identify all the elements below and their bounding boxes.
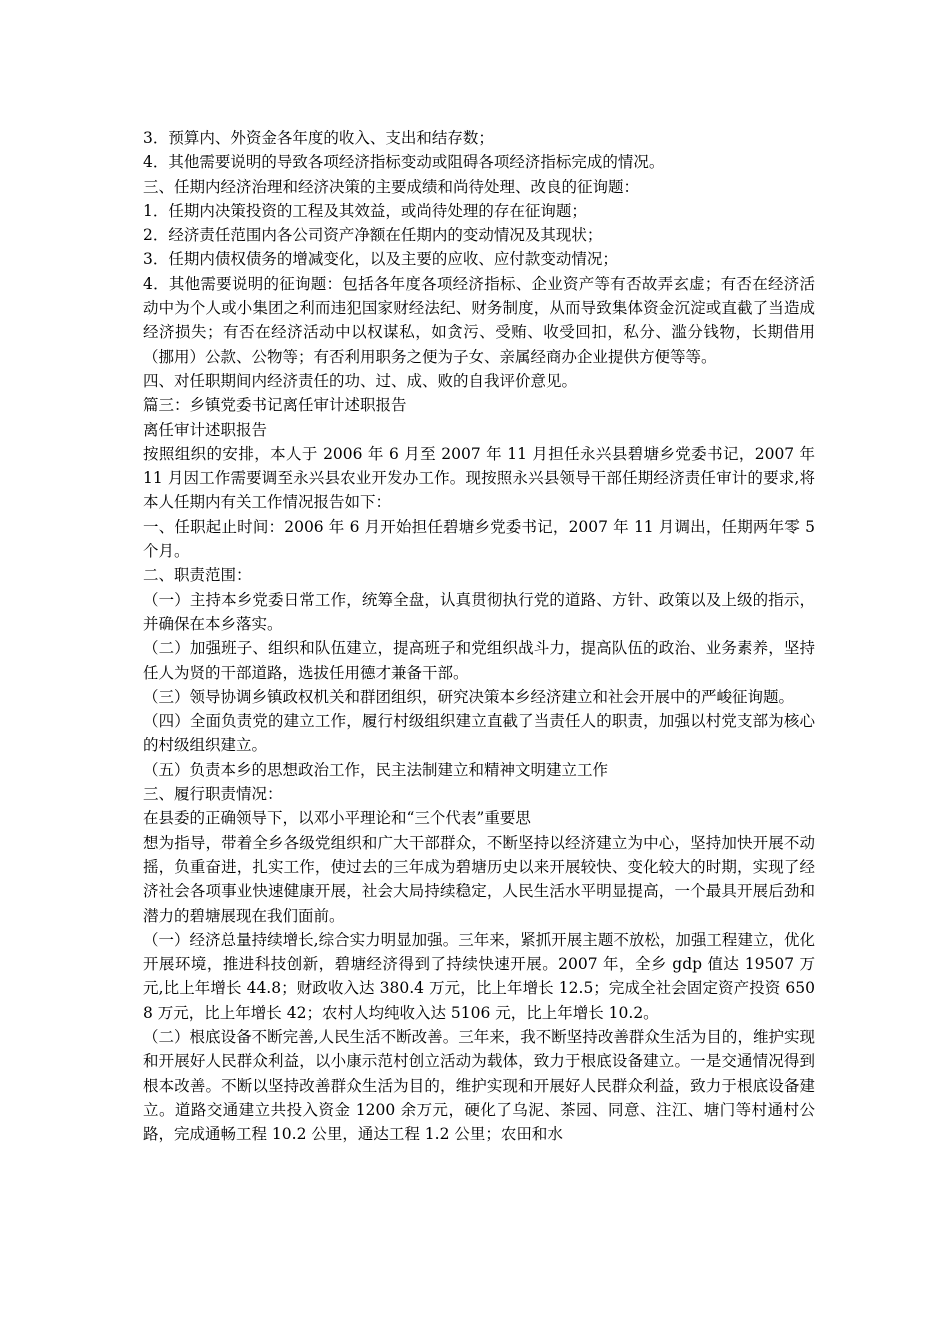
report-title: 离任审计述职报告 — [143, 420, 268, 439]
paragraph: （三）领导协调乡镇政权机关和群团组织，研究决策本乡经济建立和社会开展中的严峻征询题。 — [143, 687, 795, 706]
paragraph: 二、职责范围： — [143, 566, 252, 585]
paragraph: 三、任期内经济治理和经济决策的主要成绩和尚待处理、改良的征询题： — [143, 177, 640, 196]
paragraph: 1．任期内决策投资的工程及其效益，或尚待处理的存在征询题； — [143, 201, 587, 220]
paragraph: 按照组织的安排，本人于 2006 年 6 月至 2007 年 11 月担任永兴县碧塘乡党委书记，2007 年 11 月因工作需要调至永兴县农业开发办工作。现按照永兴县领导干部任期经济责任审计的要求,将本人任期内有关工作情况报告如下： — [143, 444, 815, 512]
paragraph: 2．经济责任范围内各公司资产净额在任期内的变动情况及其现状； — [143, 226, 603, 245]
paragraph: （五）负责本乡的思想政治工作，民主法制建立和精神文明建立工作 — [143, 760, 609, 779]
paragraph: 3．预算内、外资金各年度的收入、支出和结存数； — [143, 129, 494, 147]
paragraph: （四）全面负责党的建立工作，履行村级组织建立直截了当责任人的职责，加强以村党支部为核心的村级组织建立。 — [143, 712, 815, 755]
paragraph: （二）加强班子、组织和队伍建立，提高班子和党组织战斗力，提高队伍的政治、业务素养，坚持任人为贤的干部道路，选拔任用德才兼备干部。 — [143, 639, 815, 682]
paragraph: 一、任职起止时间：2006 年 6 月开始担任碧塘乡党委书记，2007 年 11 月调出，任期两年零 5 个月。 — [143, 517, 815, 561]
document-body — [143, 126, 815, 1146]
paragraph: 4．其他需要说明的导致各项经济指标变动或阻碍各项经济指标完成的情况。 — [143, 153, 665, 172]
paragraph: 3．任期内债权债务的增减变化，以及主要的应收、应付款变动情况； — [143, 250, 618, 269]
paragraph: 4．其他需要说明的征询题：包括各年度各项经济指标、企业资产等有否故弄玄虚；有否在经济活动中为个人或小集团之利而违犯国家财经法纪、财务制度，从而导致集体资金沉淀或直截了当造成经济损失；有否在经济活动中以权谋私，如贪污、受贿、收受回扣，私分、滥分钱物，长期借用（挪用）公款、公物等；有否利用职务之便为子女、亲属经商办企业提供方便等等。 — [143, 274, 815, 366]
paragraph: （一）主持本乡党委日常工作，统筹全盘，认真贯彻执行党的道路、方针、政策以及上级的指示，并确保在本乡落实。 — [143, 590, 815, 633]
paragraph: 想为指导，带着全乡各级党组织和广大干部群众，不断坚持以经济建立为中心，坚持加快开展不动摇，负重奋进，扎实工作，使过去的三年成为碧塘历史以来开展较快、变化较大的时期，实现了经济社会各项事业快速健康开展，社会大局持续稳定，人民生活水平明显提高，一个最具开展后劲和潜力的碧塘展现在我们面前。 — [143, 833, 815, 925]
paragraph: （一）经济总量持续增长,综合实力明显加强。三年来，紧抓开展主题不放松，加强工程建立，优化开展环境，推进科技创新，碧塘经济得到了持续快速开展。2007 年，全乡 gdp 值达 19507 万元,比上年增长 44.8；财政收入达 380.4 万元，比上年增长 12.5；完成全社会固定资产投资 6508 万元，比上年增长 42；农村人均纯收入达 5106 元，比上年增长 10.2。 — [143, 930, 815, 1022]
paragraph: 在县委的正确领导下，以邓小平理论和“三个代表”重要思 — [143, 809, 531, 828]
paragraph: 三、履行职责情况： — [143, 785, 283, 804]
paragraph: （二）根底设备不断完善,人民生活不断改善。三年来，我不断坚持改善群众生活为目的，维护实现和开展好人民群众利益，以小康示范村创立活动为载体，致力于根底设备建立。一是交通情况得到根本改善。不断以坚持改善群众生活为目的，维护实现和开展好人民群众利益，致力于根底设备建立。道路交通建立共投入资金 1200 余万元，硬化了乌泥、茶园、同意、注江、塘门等村通村公路，完成通畅工程 10.2 公里，通达工程 1.2 公里；农田和水 — [143, 1027, 815, 1144]
section-title: 篇三：乡镇党委书记离任审计述职报告 — [143, 396, 407, 415]
paragraph: 四、对任职期间内经济责任的功、过、成、败的自我评价意见。 — [143, 371, 578, 390]
